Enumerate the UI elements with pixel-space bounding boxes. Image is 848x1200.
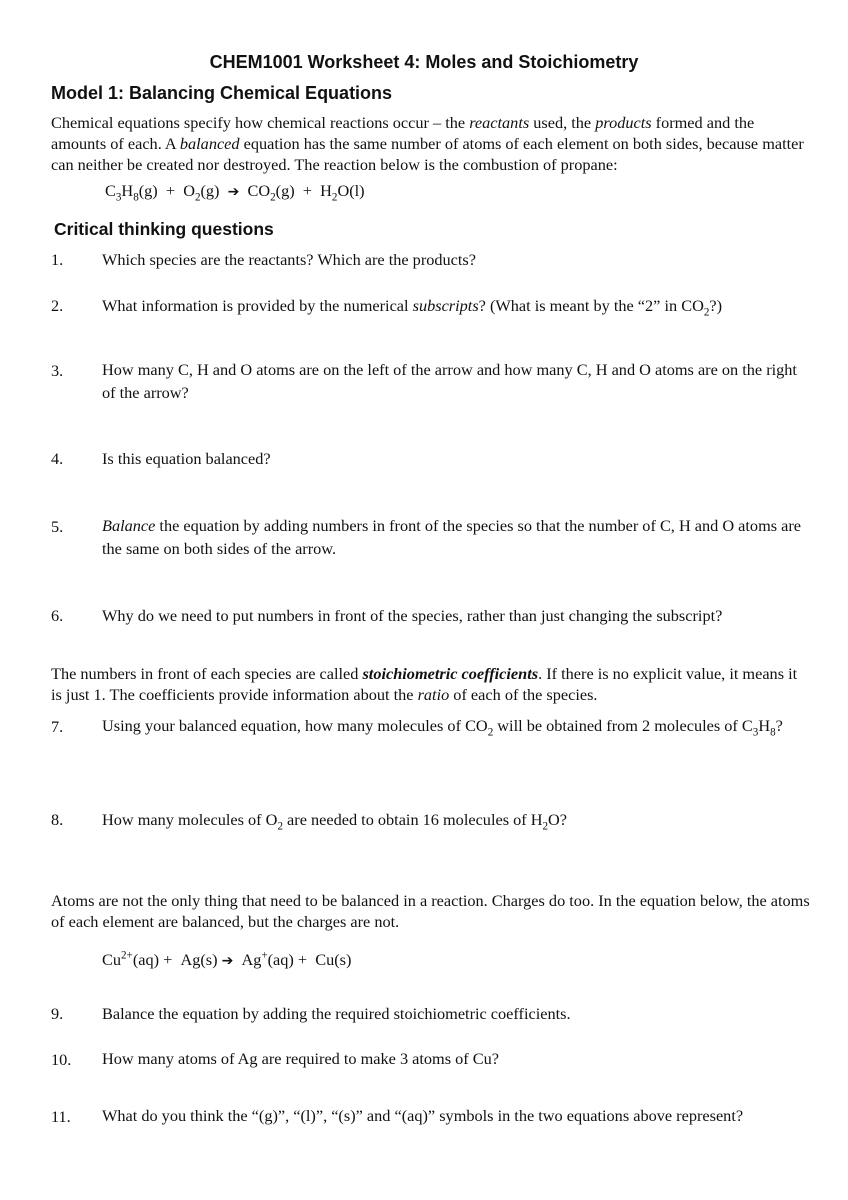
intro-text-4: equation has the same number of atoms of each element on both sides, because matter can neither be created nor destroyed. The reaction below is the combustion of propane: (51, 134, 804, 174)
question-5-number: 5. (51, 517, 64, 536)
question-10-text: How many atoms of Ag are required to make 3 atoms of Cu? (102, 1049, 499, 1068)
intro-text-1: Chemical equations specify how chemical reactions occur – the (51, 113, 470, 132)
intro-text-2: used, the (529, 113, 596, 132)
reactants-term: reactants (469, 113, 530, 132)
copper-silver-equation: $Cu^{2+}(aq) + Ag(s)$ ➔ Ag+(aq) + Cu(s) (102, 949, 352, 969)
question-3-text: How many C, H and O atoms are on the left of the arrow and how many C, H and O atoms are on the right of the arrow? (102, 360, 797, 402)
question-4-number: 4. (51, 449, 64, 468)
question-6-number: 6. (51, 606, 64, 625)
ratio-term: ratio (417, 685, 450, 704)
question-8-text: How many molecules of $O_2$ are needed to obtain 16 molecules of $H_2O$? (102, 810, 568, 833)
critical-thinking-heading: Critical thinking questions (54, 219, 274, 239)
question-7-number: 7. (51, 717, 64, 736)
charges-paragraph: Atoms are not the only thing that need to be balanced in a reaction. Charges do too. In the equation below, the atoms of each element are balanced, but the charges are not. (51, 891, 810, 931)
question-6-text: Why do we need to put numbers in front of the species, rather than just changing the subscript? (102, 606, 723, 625)
model-heading: Model 1: Balancing Chemical Equations (51, 83, 393, 103)
balanced-term: balanced (179, 134, 240, 153)
intro-text-3: formed and the amounts of each. A (51, 113, 755, 153)
question-2-text: What information is provided by the numerical subscripts? (What is meant by the “2” in $CO_2$?) (102, 296, 723, 319)
question-10-number: 10. (51, 1050, 72, 1069)
stoichiometric-coefficients-term: stoichiometric coefficients (362, 664, 539, 683)
intro-paragraph (51, 112, 811, 175)
products-term: products (595, 113, 652, 132)
propane-combustion-equation: $C_3H_8(g) + O_2(g)$ ➔ $CO_2(g) + H_2O(l)$ (105, 181, 365, 204)
question-4-text: Is this equation balanced? (102, 449, 271, 468)
question-1-number: 1. (51, 250, 64, 269)
question-2-number: 2. (51, 296, 64, 315)
stoichiometric-coefficients-paragraph: The numbers in front of each species are called stoichiometric coefficients. If there is no explicit value, it means it is just 1. The coefficients provide information about the ratio of each of the species. (51, 664, 798, 704)
question-7-text: Using your balanced equation, how many molecules of $CO_2$ will be obtained from 2 molecules of $C_3H_8$? (102, 716, 783, 739)
question-3-number: 3. (51, 361, 64, 380)
question-5-text: Balance the equation by adding numbers in front of the species so that the number of C, H and O atoms are the same on both sides of the arrow. (102, 516, 802, 558)
question-9-number: 9. (51, 1004, 64, 1023)
question-11-number: 11. (51, 1107, 71, 1126)
question-8-number: 8. (51, 810, 64, 829)
worksheet-title: CHEM1001 Worksheet 4: Moles and Stoichiometry (209, 52, 639, 72)
question-1-text: Which species are the reactants? Which are the products? (102, 250, 476, 269)
question-11-text: What do you think the “(g)”, “(l)”, “(s)” and “(aq)” symbols in the two equations above represent? (102, 1106, 744, 1125)
question-9-text: Balance the equation by adding the required stoichiometric coefficients. (102, 1004, 571, 1023)
reaction-arrow-icon: ➔ (221, 953, 234, 969)
reaction-arrow-icon: ➔ (227, 184, 240, 200)
